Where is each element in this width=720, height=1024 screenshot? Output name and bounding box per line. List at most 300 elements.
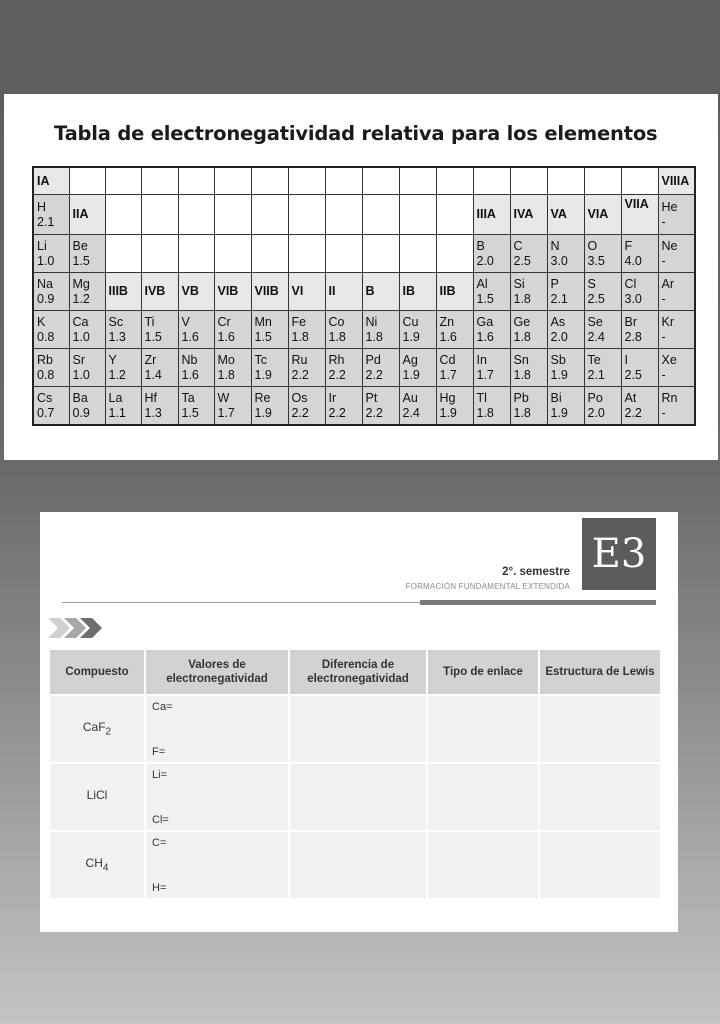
element-symbol: Pd <box>365 352 381 367</box>
group-label-cell <box>584 195 621 235</box>
empty-cell <box>214 235 251 273</box>
compound-cell <box>50 764 144 830</box>
element-symbol: Sb <box>550 352 566 367</box>
element-symbol: Hg <box>439 390 456 405</box>
element-symbol: Rh <box>328 352 345 367</box>
empty-cell <box>399 167 436 195</box>
empty-cell <box>214 195 251 235</box>
electronegativity-value: 2.0 <box>476 253 494 268</box>
empty-cell <box>251 235 288 273</box>
electronegativity-value: 1.8 <box>365 329 383 344</box>
group-label: IVA <box>513 207 534 221</box>
element-symbol: K <box>37 314 46 329</box>
semester-label: 2°. semestre <box>502 566 570 578</box>
element-symbol: Se <box>587 314 603 329</box>
electronegativity-value: 1.5 <box>254 329 272 344</box>
worksheet-table <box>48 648 662 900</box>
element-symbol: Cs <box>37 390 53 405</box>
electronegativity-values-cell[interactable] <box>146 764 288 830</box>
empty-cell <box>105 195 141 235</box>
group-label-cell <box>141 273 178 311</box>
group-label-cell <box>399 273 436 311</box>
empty-cell <box>141 167 178 195</box>
element-symbol: La <box>108 390 123 405</box>
lewis-structure-cell[interactable] <box>540 832 660 898</box>
element-symbol: I <box>624 352 628 367</box>
element-cell <box>584 311 621 349</box>
electronegativity-value: 1.6 <box>217 329 235 344</box>
electronegativity-value: 2.2 <box>328 367 346 382</box>
group-label: VIIIA <box>661 173 690 188</box>
element-symbol: Co <box>328 314 345 329</box>
element-symbol: Ru <box>291 352 308 367</box>
element-cell <box>325 349 362 387</box>
bond-type-cell[interactable] <box>428 764 538 830</box>
value-label-2: H= <box>152 882 167 894</box>
electronegativity-value: 1.6 <box>476 329 494 344</box>
group-label: VA <box>550 207 567 221</box>
empty-cell <box>436 235 473 273</box>
empty-cell <box>547 167 584 195</box>
electronegativity-values-cell[interactable] <box>146 696 288 762</box>
element-symbol: Si <box>513 276 525 291</box>
element-cell <box>105 387 141 426</box>
element-cell <box>362 349 399 387</box>
element-symbol: Tc <box>254 352 267 367</box>
empty-cell <box>214 167 251 195</box>
element-cell <box>658 349 695 387</box>
table-row <box>50 764 660 830</box>
group-label: VI <box>291 284 304 298</box>
compound-formula: CH <box>85 856 103 871</box>
empty-cell <box>141 235 178 273</box>
group-label-cell <box>473 195 510 235</box>
element-cell <box>325 387 362 426</box>
element-cell <box>399 311 436 349</box>
electronegativity-value: 1.8 <box>291 329 309 344</box>
element-cell <box>105 349 141 387</box>
element-symbol: Rb <box>37 352 53 367</box>
group-label: IB <box>402 284 415 298</box>
empty-cell <box>105 235 141 273</box>
empty-cell <box>288 235 325 273</box>
element-cell <box>251 387 288 426</box>
electronegativity-value: 2.0 <box>587 405 605 420</box>
empty-cell <box>621 167 658 195</box>
electronegativity-value: 2.2 <box>624 405 642 420</box>
chevrons-icon <box>48 616 112 640</box>
electronegativity-value: 2.2 <box>291 405 309 420</box>
element-cell <box>33 387 69 426</box>
element-symbol: Nb <box>181 352 198 367</box>
value-label-2: Cl= <box>152 814 169 826</box>
element-cell <box>473 311 510 349</box>
periodic-table <box>32 166 696 426</box>
electronegativity-value: - <box>661 214 666 229</box>
element-cell <box>178 311 214 349</box>
empty-cell <box>288 195 325 235</box>
periodic-row <box>33 387 695 426</box>
electronegativity-value: - <box>661 253 666 268</box>
element-cell <box>510 235 547 273</box>
element-cell <box>547 273 584 311</box>
electronegativity-value: 4.0 <box>624 253 642 268</box>
group-label: VB <box>181 284 199 298</box>
electronegativity-value: 1.8 <box>513 329 531 344</box>
electronegativity-value: 1.9 <box>254 367 272 382</box>
group-label: VIA <box>587 207 609 221</box>
element-symbol: Mn <box>254 314 272 329</box>
element-cell <box>33 311 69 349</box>
electronegativity-value: 2.1 <box>587 367 605 382</box>
element-cell <box>69 387 105 426</box>
element-cell <box>621 349 658 387</box>
group-label: IIIB <box>108 284 128 298</box>
electronegativity-value: 2.2 <box>328 405 346 420</box>
e3-logo: E3 <box>582 518 656 590</box>
electronegativity-value: 2.2 <box>365 405 383 420</box>
electronegativity-value: 2.2 <box>365 367 383 382</box>
element-symbol: Te <box>587 352 601 367</box>
group-label: II <box>328 284 336 298</box>
compound-cell <box>50 696 144 762</box>
difference-cell[interactable] <box>290 764 426 830</box>
electronegativity-value: 1.9 <box>439 405 457 420</box>
group-label-cell <box>178 273 214 311</box>
electronegativity-value: 1.8 <box>513 367 531 382</box>
element-cell <box>69 349 105 387</box>
electronegativity-value: 1.7 <box>217 405 235 420</box>
element-symbol: Y <box>108 352 117 367</box>
group-label-cell <box>621 195 658 235</box>
electronegativity-value: 2.5 <box>624 367 642 382</box>
element-cell <box>510 349 547 387</box>
periodic-row <box>33 349 695 387</box>
element-cell <box>584 349 621 387</box>
element-symbol: Ir <box>328 390 337 405</box>
group-label: VIIB <box>254 284 279 298</box>
element-symbol: V <box>181 314 190 329</box>
value-label-1: C= <box>152 837 167 849</box>
element-symbol: Ge <box>513 314 531 329</box>
group-label: IIB <box>439 284 456 298</box>
electronegativity-value: 1.3 <box>144 405 162 420</box>
electronegativity-value: 1.9 <box>254 405 272 420</box>
empty-cell <box>436 167 473 195</box>
element-symbol: Ne <box>661 238 678 253</box>
electronegativity-value: 1.9 <box>550 405 568 420</box>
element-symbol: Ti <box>144 314 155 329</box>
group-label-cell <box>658 167 695 195</box>
empty-cell <box>362 195 399 235</box>
periodic-row <box>33 235 695 273</box>
element-symbol: Ta <box>181 390 195 405</box>
group-label-cell <box>251 273 288 311</box>
element-symbol: Ca <box>72 314 89 329</box>
element-cell <box>436 311 473 349</box>
electronegativity-value: 1.1 <box>108 405 126 420</box>
element-symbol: Xe <box>661 352 677 367</box>
header-lewis: Estructura de Lewis <box>540 650 660 694</box>
element-symbol: Mg <box>72 276 90 291</box>
element-cell <box>33 235 69 273</box>
electronegativity-value: 1.2 <box>72 291 90 306</box>
bond-type-cell[interactable] <box>428 696 538 762</box>
electronegativity-value: 1.3 <box>108 329 126 344</box>
element-cell <box>621 235 658 273</box>
electronegativity-value: 0.8 <box>37 367 55 382</box>
group-label-cell <box>325 273 362 311</box>
element-symbol: Ga <box>476 314 494 329</box>
empty-cell <box>584 167 621 195</box>
group-label-cell <box>436 273 473 311</box>
electronegativity-value: - <box>661 291 666 306</box>
electronegativity-value: 2.1 <box>37 214 55 229</box>
empty-cell <box>178 167 214 195</box>
electronegativity-value: 3.0 <box>550 253 568 268</box>
element-cell <box>473 235 510 273</box>
table-title: Tabla de electronegatividad relativa para los elementos <box>54 122 658 145</box>
element-cell <box>251 311 288 349</box>
element-cell <box>658 387 695 426</box>
element-symbol: Be <box>72 238 88 253</box>
lewis-structure-cell[interactable] <box>540 764 660 830</box>
element-symbol: Bi <box>550 390 562 405</box>
compound-subscript: 4 <box>102 862 109 874</box>
header-rule-accent <box>420 600 656 605</box>
element-symbol: As <box>550 314 566 329</box>
empty-cell <box>178 235 214 273</box>
empty-cell <box>251 195 288 235</box>
electronegativity-values-cell[interactable] <box>146 832 288 898</box>
element-symbol: N <box>550 238 560 253</box>
element-cell <box>288 349 325 387</box>
empty-cell <box>325 235 362 273</box>
electronegativity-value: 3.5 <box>587 253 605 268</box>
group-label: B <box>365 284 375 298</box>
element-cell <box>473 387 510 426</box>
element-cell <box>141 311 178 349</box>
element-cell <box>362 311 399 349</box>
bond-type-cell[interactable] <box>428 832 538 898</box>
lewis-structure-cell[interactable] <box>540 696 660 762</box>
electronegativity-value: 1.4 <box>144 367 162 382</box>
electronegativity-value: 0.9 <box>37 291 55 306</box>
element-cell <box>288 387 325 426</box>
element-symbol: Re <box>254 390 271 405</box>
empty-cell <box>399 235 436 273</box>
element-cell <box>214 387 251 426</box>
element-symbol: Cd <box>439 352 456 367</box>
element-cell <box>178 387 214 426</box>
element-cell <box>362 387 399 426</box>
group-label: IIIA <box>476 207 496 221</box>
group-label: VIB <box>217 284 239 298</box>
electronegativity-value: 1.0 <box>37 253 55 268</box>
header-values: Valores de electronegatividad <box>146 650 288 694</box>
worksheet-card <box>40 512 678 932</box>
group-label-cell <box>105 273 141 311</box>
electronegativity-value: 1.5 <box>181 405 199 420</box>
element-cell <box>658 311 695 349</box>
empty-cell <box>325 167 362 195</box>
element-cell <box>473 273 510 311</box>
element-cell <box>621 311 658 349</box>
element-symbol: Pt <box>365 390 378 405</box>
header-compound: Compuesto <box>50 650 144 694</box>
element-cell <box>33 195 69 235</box>
electronegativity-value: 1.2 <box>108 367 126 382</box>
group-label: IVB <box>144 284 166 298</box>
element-symbol: Tl <box>476 390 487 405</box>
element-cell <box>399 387 436 426</box>
element-symbol: B <box>476 238 485 253</box>
electronegativity-value: 1.5 <box>144 329 162 344</box>
group-label-cell <box>69 195 105 235</box>
element-symbol: At <box>624 390 637 405</box>
empty-cell <box>288 167 325 195</box>
element-cell <box>658 195 695 235</box>
element-symbol: Na <box>37 276 53 291</box>
empty-cell <box>362 235 399 273</box>
element-cell <box>584 273 621 311</box>
element-symbol: H <box>37 199 47 214</box>
empty-cell <box>436 195 473 235</box>
element-symbol: Zr <box>144 352 157 367</box>
header-bond-type: Tipo de enlace <box>428 650 538 694</box>
difference-cell[interactable] <box>290 696 426 762</box>
element-cell <box>141 349 178 387</box>
element-symbol: Sn <box>513 352 529 367</box>
periodic-row <box>33 195 695 235</box>
electronegativity-value: 2.1 <box>550 291 568 306</box>
element-symbol: P <box>550 276 559 291</box>
compound-formula: CaF <box>82 720 106 735</box>
electronegativity-value: 2.5 <box>587 291 605 306</box>
element-cell <box>214 349 251 387</box>
electronegativity-value: 1.5 <box>72 253 90 268</box>
element-symbol: Po <box>587 390 603 405</box>
compound-formula: LiCl <box>86 788 108 803</box>
element-cell <box>33 349 69 387</box>
element-cell <box>658 273 695 311</box>
value-label-2: F= <box>152 746 166 758</box>
element-symbol: Sr <box>72 352 85 367</box>
empty-cell <box>69 167 105 195</box>
worksheet-header-row <box>50 650 660 694</box>
empty-cell <box>251 167 288 195</box>
element-symbol: Br <box>624 314 637 329</box>
electronegativity-value: 1.0 <box>72 329 90 344</box>
electronegativity-value: 1.8 <box>513 405 531 420</box>
element-symbol: Mo <box>217 352 235 367</box>
value-label-1: Li= <box>152 769 167 781</box>
electronegativity-value: 1.6 <box>181 329 199 344</box>
element-symbol: Ag <box>402 352 418 367</box>
element-cell <box>178 349 214 387</box>
electronegativity-value: 2.5 <box>513 253 531 268</box>
element-cell <box>33 273 69 311</box>
element-symbol: Al <box>476 276 488 291</box>
electronegativity-value: 0.9 <box>72 405 90 420</box>
element-cell <box>214 311 251 349</box>
empty-cell <box>178 195 214 235</box>
element-symbol: Cl <box>624 276 637 291</box>
element-symbol: Au <box>402 390 418 405</box>
electronegativity-value: 1.9 <box>402 367 420 382</box>
element-cell <box>621 273 658 311</box>
element-cell <box>251 349 288 387</box>
periodic-row <box>33 167 695 195</box>
electronegativity-value: 1.7 <box>476 367 494 382</box>
electronegativity-value: 1.9 <box>402 329 420 344</box>
element-cell <box>399 349 436 387</box>
group-label-cell <box>33 167 69 195</box>
difference-cell[interactable] <box>290 832 426 898</box>
element-symbol: Cu <box>402 314 419 329</box>
electronegativity-value: 2.8 <box>624 329 642 344</box>
electronegativity-value: 1.5 <box>476 291 494 306</box>
electronegativity-value: 1.8 <box>476 405 494 420</box>
element-cell <box>288 311 325 349</box>
compound-cell <box>50 832 144 898</box>
element-symbol: Hf <box>144 390 157 405</box>
electronegativity-value: 1.8 <box>328 329 346 344</box>
element-symbol: F <box>624 238 633 253</box>
element-symbol: He <box>661 199 678 214</box>
element-symbol: Li <box>37 238 47 253</box>
element-cell <box>69 273 105 311</box>
element-symbol: Os <box>291 390 308 405</box>
element-symbol: O <box>587 238 598 253</box>
element-symbol: Zn <box>439 314 455 329</box>
group-label: VIIA <box>624 197 649 211</box>
element-cell <box>621 387 658 426</box>
electronegativity-value: 1.6 <box>439 329 457 344</box>
empty-cell <box>105 167 141 195</box>
electronegativity-value: 2.0 <box>550 329 568 344</box>
periodic-row <box>33 273 695 311</box>
electronegativity-value: 0.8 <box>37 329 55 344</box>
group-label-cell <box>510 195 547 235</box>
table-row <box>50 832 660 898</box>
element-cell <box>510 311 547 349</box>
element-cell <box>547 349 584 387</box>
group-label-cell <box>288 273 325 311</box>
element-symbol: Ar <box>661 276 674 291</box>
electronegativity-value: 1.6 <box>181 367 199 382</box>
element-symbol: Ni <box>365 314 378 329</box>
element-cell <box>547 387 584 426</box>
group-label-cell <box>362 273 399 311</box>
group-label: IIA <box>72 207 89 221</box>
element-cell <box>510 273 547 311</box>
table-row <box>50 696 660 762</box>
empty-cell <box>362 167 399 195</box>
element-cell <box>436 387 473 426</box>
electronegativity-value: 3.0 <box>624 291 642 306</box>
empty-cell <box>473 167 510 195</box>
electronegativity-value: 2.4 <box>587 329 605 344</box>
element-cell <box>584 387 621 426</box>
header-difference: Diferencia de electronegatividad <box>290 650 426 694</box>
element-symbol: In <box>476 352 487 367</box>
group-label-cell <box>214 273 251 311</box>
electronegativity-value: 1.7 <box>439 367 457 382</box>
group-label: IA <box>37 173 50 188</box>
empty-cell <box>325 195 362 235</box>
electronegativity-value: 2.4 <box>402 405 420 420</box>
